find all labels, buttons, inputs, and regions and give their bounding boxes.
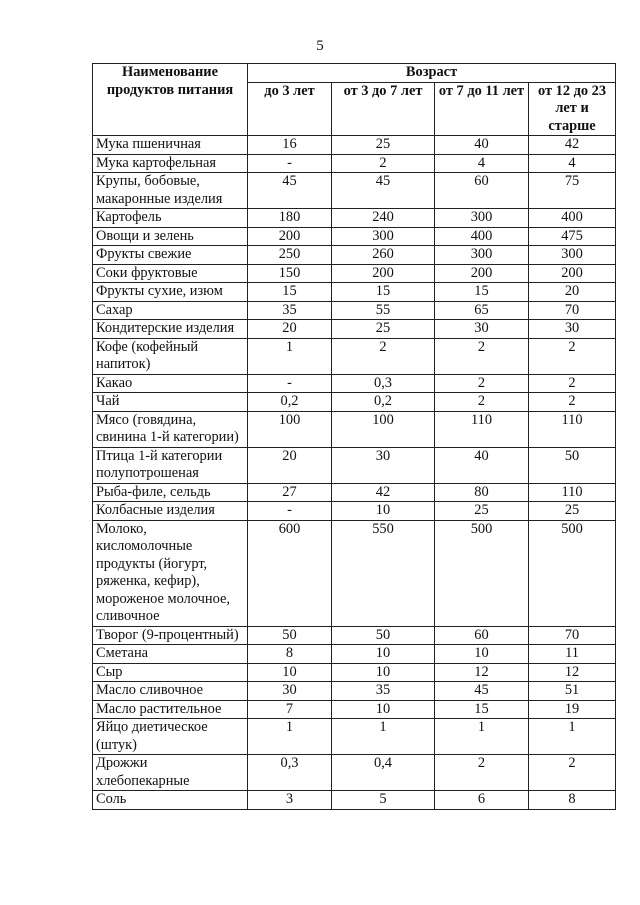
value-cell: 1 [332, 719, 435, 755]
value-cell: 35 [332, 682, 435, 701]
value-cell: 0,3 [248, 755, 332, 791]
value-cell: 19 [529, 700, 616, 719]
product-name-cell: Сметана [93, 645, 248, 664]
product-name-cell: Мука пшеничная [93, 136, 248, 155]
value-cell: 30 [435, 320, 529, 339]
value-cell: 400 [435, 227, 529, 246]
value-cell: 20 [248, 320, 332, 339]
value-cell: 4 [435, 154, 529, 173]
product-name-cell: Масло растительное [93, 700, 248, 719]
value-cell: 0,2 [248, 393, 332, 412]
value-cell: 2 [529, 338, 616, 374]
table-row [93, 320, 616, 339]
product-name-cell: Фрукты сухие, изюм [93, 283, 248, 302]
value-cell: 240 [332, 209, 435, 228]
table-row [93, 338, 616, 374]
value-cell: 27 [248, 483, 332, 502]
value-cell: 10 [332, 502, 435, 521]
product-name-cell: Крупы, бобовые, макаронные изделия [93, 173, 248, 209]
table-row [93, 663, 616, 682]
product-name-cell: Кофе (кофейный напиток) [93, 338, 248, 374]
value-cell: 10 [332, 645, 435, 664]
table-row [93, 791, 616, 810]
value-cell: 500 [529, 520, 616, 626]
value-cell: 80 [435, 483, 529, 502]
value-cell: 11 [529, 645, 616, 664]
value-cell: 100 [248, 411, 332, 447]
value-cell: 200 [248, 227, 332, 246]
value-cell: 20 [529, 283, 616, 302]
value-cell: 0,2 [332, 393, 435, 412]
value-cell: 180 [248, 209, 332, 228]
value-cell: 110 [529, 483, 616, 502]
value-cell: - [248, 502, 332, 521]
value-cell: 1 [248, 338, 332, 374]
product-name-cell: Соки фруктовые [93, 264, 248, 283]
value-cell: 60 [435, 626, 529, 645]
value-cell: 30 [529, 320, 616, 339]
value-cell: 2 [332, 338, 435, 374]
value-cell: 300 [529, 246, 616, 265]
value-cell: 45 [435, 682, 529, 701]
table-row [93, 227, 616, 246]
value-cell: 200 [529, 264, 616, 283]
table-row [93, 283, 616, 302]
value-cell: 2 [529, 374, 616, 393]
product-name-cell: Творог (9-процентный) [93, 626, 248, 645]
value-cell: 7 [248, 700, 332, 719]
value-cell: 15 [435, 700, 529, 719]
table-row [93, 301, 616, 320]
header-age: Возраст [248, 64, 616, 83]
table-row [93, 447, 616, 483]
table-row [93, 755, 616, 791]
value-cell: 550 [332, 520, 435, 626]
product-name-cell: Сыр [93, 663, 248, 682]
header-age-group-3: от 12 до 23 лет и старше [529, 82, 616, 136]
product-name-cell: Колбасные изделия [93, 502, 248, 521]
product-name-cell: Фрукты свежие [93, 246, 248, 265]
table-row [93, 626, 616, 645]
value-cell: 10 [332, 700, 435, 719]
value-cell: 100 [332, 411, 435, 447]
table-row [93, 374, 616, 393]
value-cell: 110 [529, 411, 616, 447]
value-cell: 1 [248, 719, 332, 755]
value-cell: 0,4 [332, 755, 435, 791]
product-name-cell: Мясо (говядина, свинина 1-й категории) [93, 411, 248, 447]
value-cell: 51 [529, 682, 616, 701]
product-name-cell: Яйцо диетическое (штук) [93, 719, 248, 755]
value-cell: 50 [332, 626, 435, 645]
value-cell: 2 [529, 393, 616, 412]
product-name-cell: Кондитерские изделия [93, 320, 248, 339]
table-row [93, 264, 616, 283]
value-cell: 10 [435, 645, 529, 664]
value-cell: 10 [248, 663, 332, 682]
product-name-cell: Овощи и зелень [93, 227, 248, 246]
value-cell: - [248, 374, 332, 393]
product-name-cell: Рыба-филе, сельдь [93, 483, 248, 502]
value-cell: 45 [248, 173, 332, 209]
value-cell: 75 [529, 173, 616, 209]
value-cell: 25 [435, 502, 529, 521]
value-cell: 475 [529, 227, 616, 246]
product-name-cell: Дрожжи хлебопекарные [93, 755, 248, 791]
product-name-cell: Молоко, кисломолочные продукты (йогурт, ряженка, кефир), мороженое молочное, сливочное [93, 520, 248, 626]
table-row [93, 246, 616, 265]
value-cell: 20 [248, 447, 332, 483]
value-cell: 4 [529, 154, 616, 173]
value-cell: 35 [248, 301, 332, 320]
value-cell: - [248, 154, 332, 173]
table-row [93, 682, 616, 701]
value-cell: 2 [435, 374, 529, 393]
value-cell: 12 [529, 663, 616, 682]
value-cell: 3 [248, 791, 332, 810]
value-cell: 6 [435, 791, 529, 810]
value-cell: 2 [529, 755, 616, 791]
header-age-group-2: от 7 до 11 лет [435, 82, 529, 136]
table-row [93, 154, 616, 173]
value-cell: 30 [248, 682, 332, 701]
table-row [93, 209, 616, 228]
page-number: 5 [316, 38, 324, 54]
product-name-cell: Птица 1-й категории полупотрошеная [93, 447, 248, 483]
value-cell: 200 [435, 264, 529, 283]
table-row [93, 483, 616, 502]
value-cell: 1 [435, 719, 529, 755]
value-cell: 70 [529, 301, 616, 320]
table-row [93, 393, 616, 412]
food-norms-table [92, 63, 616, 810]
value-cell: 200 [332, 264, 435, 283]
value-cell: 25 [332, 320, 435, 339]
value-cell: 300 [435, 246, 529, 265]
product-name-cell: Мука картофельная [93, 154, 248, 173]
table-row [93, 520, 616, 626]
value-cell: 42 [529, 136, 616, 155]
value-cell: 55 [332, 301, 435, 320]
value-cell: 10 [332, 663, 435, 682]
value-cell: 12 [435, 663, 529, 682]
table-body [93, 136, 616, 810]
value-cell: 1 [529, 719, 616, 755]
header-age-group-1: от 3 до 7 лет [332, 82, 435, 136]
table-row [93, 173, 616, 209]
value-cell: 150 [248, 264, 332, 283]
header-age-group-0: до 3 лет [248, 82, 332, 136]
value-cell: 260 [332, 246, 435, 265]
product-name-cell: Соль [93, 791, 248, 810]
value-cell: 60 [435, 173, 529, 209]
value-cell: 15 [248, 283, 332, 302]
value-cell: 50 [529, 447, 616, 483]
value-cell: 300 [435, 209, 529, 228]
value-cell: 15 [332, 283, 435, 302]
table-header [93, 64, 616, 136]
value-cell: 40 [435, 136, 529, 155]
value-cell: 500 [435, 520, 529, 626]
product-name-cell: Картофель [93, 209, 248, 228]
product-name-cell: Масло сливочное [93, 682, 248, 701]
value-cell: 16 [248, 136, 332, 155]
value-cell: 250 [248, 246, 332, 265]
value-cell: 0,3 [332, 374, 435, 393]
table-row [93, 502, 616, 521]
value-cell: 50 [248, 626, 332, 645]
value-cell: 8 [529, 791, 616, 810]
value-cell: 110 [435, 411, 529, 447]
value-cell: 2 [435, 338, 529, 374]
table-row [93, 645, 616, 664]
value-cell: 2 [435, 755, 529, 791]
value-cell: 300 [332, 227, 435, 246]
value-cell: 2 [332, 154, 435, 173]
value-cell: 65 [435, 301, 529, 320]
value-cell: 40 [435, 447, 529, 483]
header-product-name: Наименование продуктов питания [93, 64, 248, 136]
value-cell: 25 [529, 502, 616, 521]
value-cell: 5 [332, 791, 435, 810]
value-cell: 15 [435, 283, 529, 302]
table-row [93, 136, 616, 155]
product-name-cell: Какао [93, 374, 248, 393]
value-cell: 2 [435, 393, 529, 412]
value-cell: 400 [529, 209, 616, 228]
value-cell: 70 [529, 626, 616, 645]
table-row [93, 411, 616, 447]
value-cell: 8 [248, 645, 332, 664]
value-cell: 45 [332, 173, 435, 209]
product-name-cell: Чай [93, 393, 248, 412]
value-cell: 25 [332, 136, 435, 155]
value-cell: 42 [332, 483, 435, 502]
product-name-cell: Сахар [93, 301, 248, 320]
table-row [93, 719, 616, 755]
value-cell: 600 [248, 520, 332, 626]
value-cell: 30 [332, 447, 435, 483]
table-row [93, 700, 616, 719]
